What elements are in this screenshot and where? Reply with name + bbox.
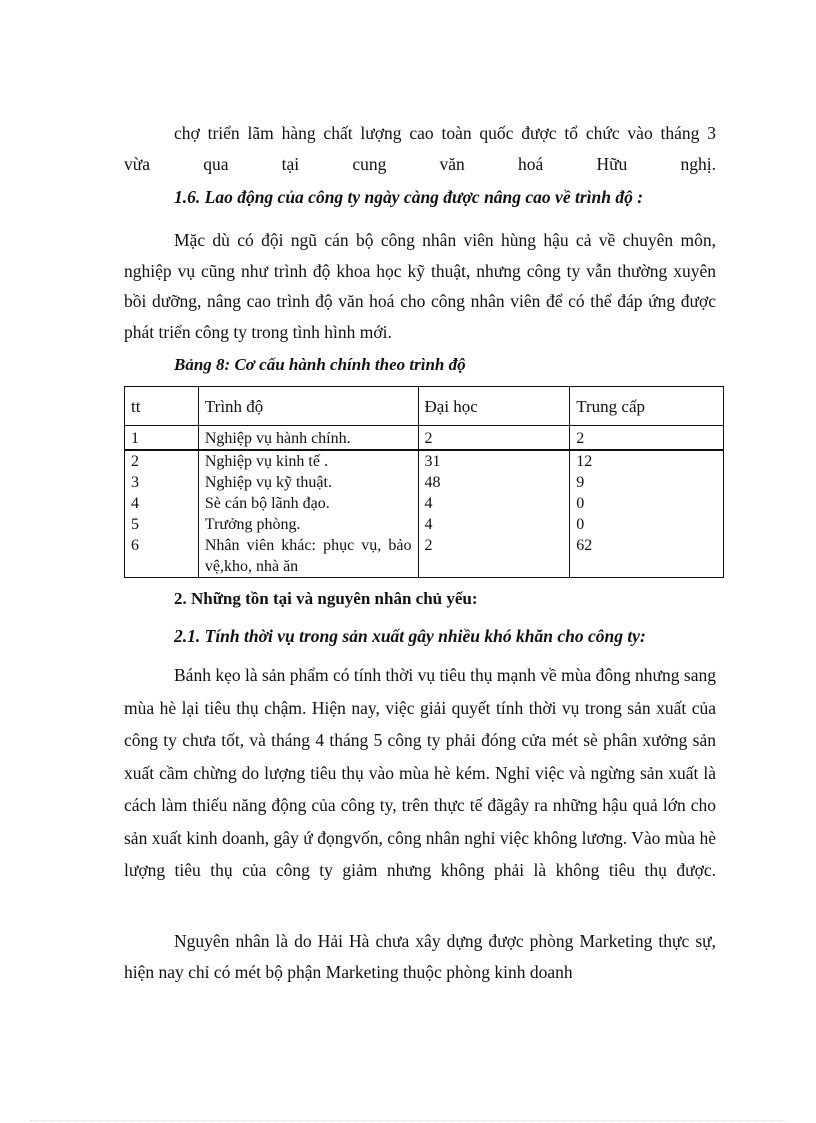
cell-level: Nghiệp vụ kỹ thuật.	[204, 474, 332, 491]
cell-level-group	[198, 450, 418, 578]
cell-intermediate: 0	[576, 495, 585, 512]
header-tt: tt	[125, 387, 199, 426]
heading-2: 2. Những tồn tại và nguyên nhân chủ yếu:	[174, 589, 478, 608]
cell-tt-group	[125, 450, 199, 578]
footer-divider	[30, 1120, 786, 1121]
heading-1-6: 1.6. Lao động của công ty ngày càng được nâng cao về trình độ :	[174, 187, 644, 207]
paragraph-intro	[124, 118, 716, 180]
cell-tt: 2	[131, 453, 139, 470]
cell-level: Trưởng phòng.	[204, 516, 301, 533]
table-caption: Bảng 8: Cơ cấu hành chính theo trình độ	[174, 355, 466, 374]
cell-university-group	[418, 450, 570, 578]
paragraph-intro-line1: chợ triển lãm hàng chất lượng cao toàn quốc được tổ chức vào tháng 3	[174, 123, 716, 143]
cell-intermediate: 0	[576, 516, 585, 533]
header-intermediate: Trung cấp	[570, 387, 724, 426]
table-row-group	[125, 450, 724, 578]
cell-tt: 6	[131, 537, 139, 554]
paragraph-seasonality: Bánh kẹo là sản phẩm có tính thời vụ tiêu thụ mạnh về mùa đông nhưng sang mùa hè lại tiêu thụ chậm. Hiện nay, việc giải quyết tính thời vụ trong sản xuất của công ty chưa tốt, và tháng 4 tháng 5 công ty phải đóng cửa mét sè phân xưởng sản xuất cầm chừng do lượng tiêu thụ vào mùa hè kém. Nghỉ việc và ngừng sản xuất là cách làm thiếu năng động của công ty, trên thực tế đãgây ra những hậu quả lớn cho sản xuất kinh doanh, gây ứ đọngvốn, công nhân nghỉ việc không lương. Vào mùa hè lượng tiêu thụ của công ty giảm nhưng không phải là không tiêu thụ được.	[124, 665, 716, 880]
cell-university: 48	[424, 474, 441, 491]
cell-level: Nhân viên khác: phục vụ, bảo vệ,kho, nhà ăn	[204, 537, 412, 575]
paragraph-intro-line2: vừa qua tại cung văn hoá Hữu nghị.	[124, 154, 716, 174]
cell-university: 2	[424, 537, 433, 554]
header-level: Trình độ	[198, 387, 418, 426]
cell-level: Nghiệp vụ kinh tế .	[204, 453, 328, 470]
cell-university: 2	[418, 426, 570, 451]
table-row	[125, 426, 724, 451]
cell-tt: 5	[131, 516, 139, 533]
cell-intermediate: 12	[576, 453, 593, 470]
paragraph-labor: Mặc dù có đội ngũ cán bộ công nhân viên hùng hậu cả về chuyên môn, nghiệp vụ cũng như trình độ khoa học kỹ thuật, nhưng công ty vẫn thường xuyên bồi dưỡng, nâng cao trình độ văn hoá cho công nhân viên để có thể đáp ứng được phát triển công ty trong tình hình mới.	[124, 230, 716, 342]
cell-university: 4	[424, 495, 433, 512]
cell-intermediate: 2	[570, 426, 724, 451]
cell-level: Sè cán bộ lãnh đạo.	[204, 495, 330, 512]
paragraph-cause: Nguyên nhân là do Hải Hà chưa xây dựng được phòng Marketing thực sự, hiện nay chỉ có mét bộ phận Marketing thuộc phòng kinh doanh	[124, 931, 716, 982]
heading-2-1: 2.1. Tính thời vụ trong sản xuất gây nhiều khó khăn cho công ty:	[174, 626, 646, 646]
cell-intermediate: 62	[576, 537, 593, 554]
cell-tt: 4	[131, 495, 139, 512]
cell-university: 31	[424, 453, 441, 470]
cell-university: 4	[424, 516, 433, 533]
cell-tt: 1	[125, 426, 199, 451]
cell-intermediate-group	[570, 450, 724, 578]
header-university: Đại học	[418, 387, 570, 426]
cell-intermediate: 9	[576, 474, 585, 491]
table-header-row	[125, 387, 724, 426]
cell-level: Nghiệp vụ hành chính.	[198, 426, 418, 451]
education-table	[124, 386, 724, 578]
cell-tt: 3	[131, 474, 139, 491]
